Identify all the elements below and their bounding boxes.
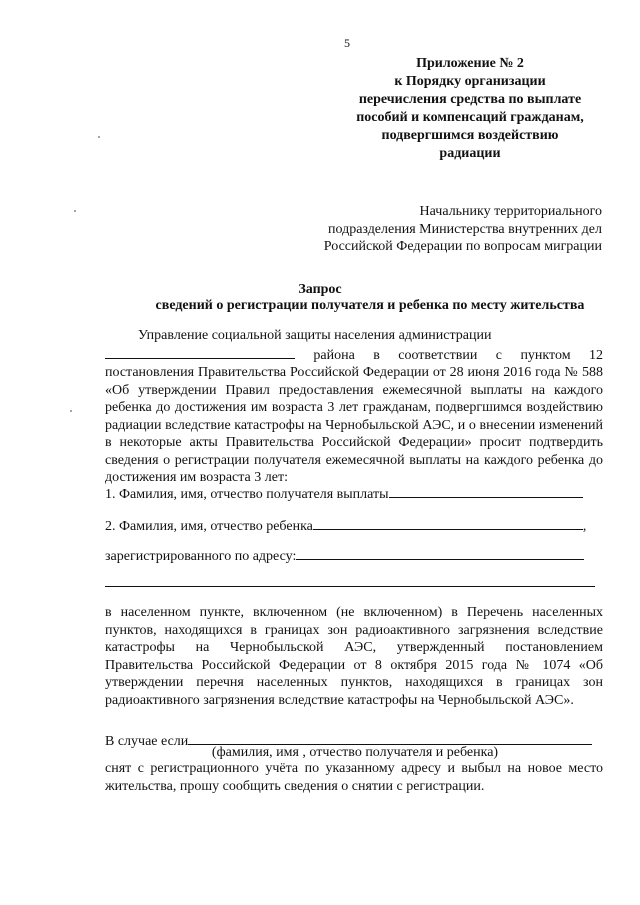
appendix-line: радиации (439, 146, 501, 161)
recipient-name-field (105, 484, 583, 503)
appendix-header (320, 55, 620, 163)
address-continuation-line (105, 586, 595, 587)
addressee-line: подразделения Министерства внутренних дел (327, 221, 602, 237)
addressee-block (300, 203, 602, 256)
recipient-name-blank (389, 484, 583, 498)
field-caption: (фамилия, имя , отчество получателя и ребенка) (211, 745, 499, 760)
scan-speck (74, 210, 76, 212)
field-suffix: , (582, 519, 587, 534)
child-name-blank (313, 516, 583, 530)
scan-speck (98, 136, 100, 138)
appendix-line: перечисления средства по выплате (358, 92, 582, 107)
field-label: 1. Фамилия, имя, отчество получателя выплаты (105, 487, 389, 502)
paragraph-text: района в соответствии с пунктом 12 постановления Правительства Российской Федерации от 28 июня 2016 года № 588 «Об утверждении Правил предоставления ежемесячной выплаты на каждого ребенка до достижения им возраста 3 лет гражданам, подвергшимся воздействию радиации вследствие катастрофы на Чернобыльской АЭС, и о внесении изменений в некоторые акты Правительства Российской Федерации» просит подтвердить сведения о регистрации получателя ежемесячной выплаты на каждого ребенка до достижения им возраста 3 лет: (105, 347, 603, 485)
child-name-field (105, 516, 586, 535)
field-label: В случае если (105, 734, 189, 749)
field-label: 2. Фамилия, имя, отчество ребенка (105, 519, 313, 534)
request-subtitle: сведений о регистрации получателя и ребенка по месту жительства (155, 298, 585, 313)
scan-speck (70, 410, 72, 412)
body-paragraph-1 (105, 327, 603, 487)
appendix-line: Приложение № 2 (416, 56, 524, 71)
case-if-blank (188, 731, 592, 745)
field-label: зарегистрированного по адресу: (105, 549, 297, 564)
appendix-line: к Порядку организации (394, 74, 546, 89)
district-blank (105, 345, 295, 359)
appendix-line: подвергшимся воздействию (381, 128, 559, 143)
appendix-line: пособий и компенсаций гражданам, (356, 110, 584, 125)
body-paragraph-2: в населенном пункте, включенном (не включенном) в Перечень населенных пунктов, находящихся в границах зон радиоактивного загрязнения вследствие катастрофы на Чернобыльской АЭС, утвержденный постановлением Правительства Российской Федерации от 8 октября 2015 года № 1074 «Об утверждении перечня населенных пунктов, находящихся в границах зон радиоактивного загрязнения вследствие катастрофы на Чернобыльской АЭС». (105, 605, 603, 708)
paragraph-text: Управление социальной защиты населения администрации (138, 328, 492, 343)
address-field (105, 546, 584, 565)
addressee-line: Начальнику территориального (419, 204, 602, 219)
address-blank (296, 546, 584, 560)
page-number: 5 (344, 36, 350, 50)
request-title: Запрос (298, 282, 342, 297)
body-paragraph-3: снят с регистрационного учёта по указанному адресу и выбыл на новое место жительства, прошу сообщить сведения о снятии с регистрации. (105, 761, 603, 794)
addressee-line: Российской Федерации по вопросам миграции (323, 239, 602, 254)
